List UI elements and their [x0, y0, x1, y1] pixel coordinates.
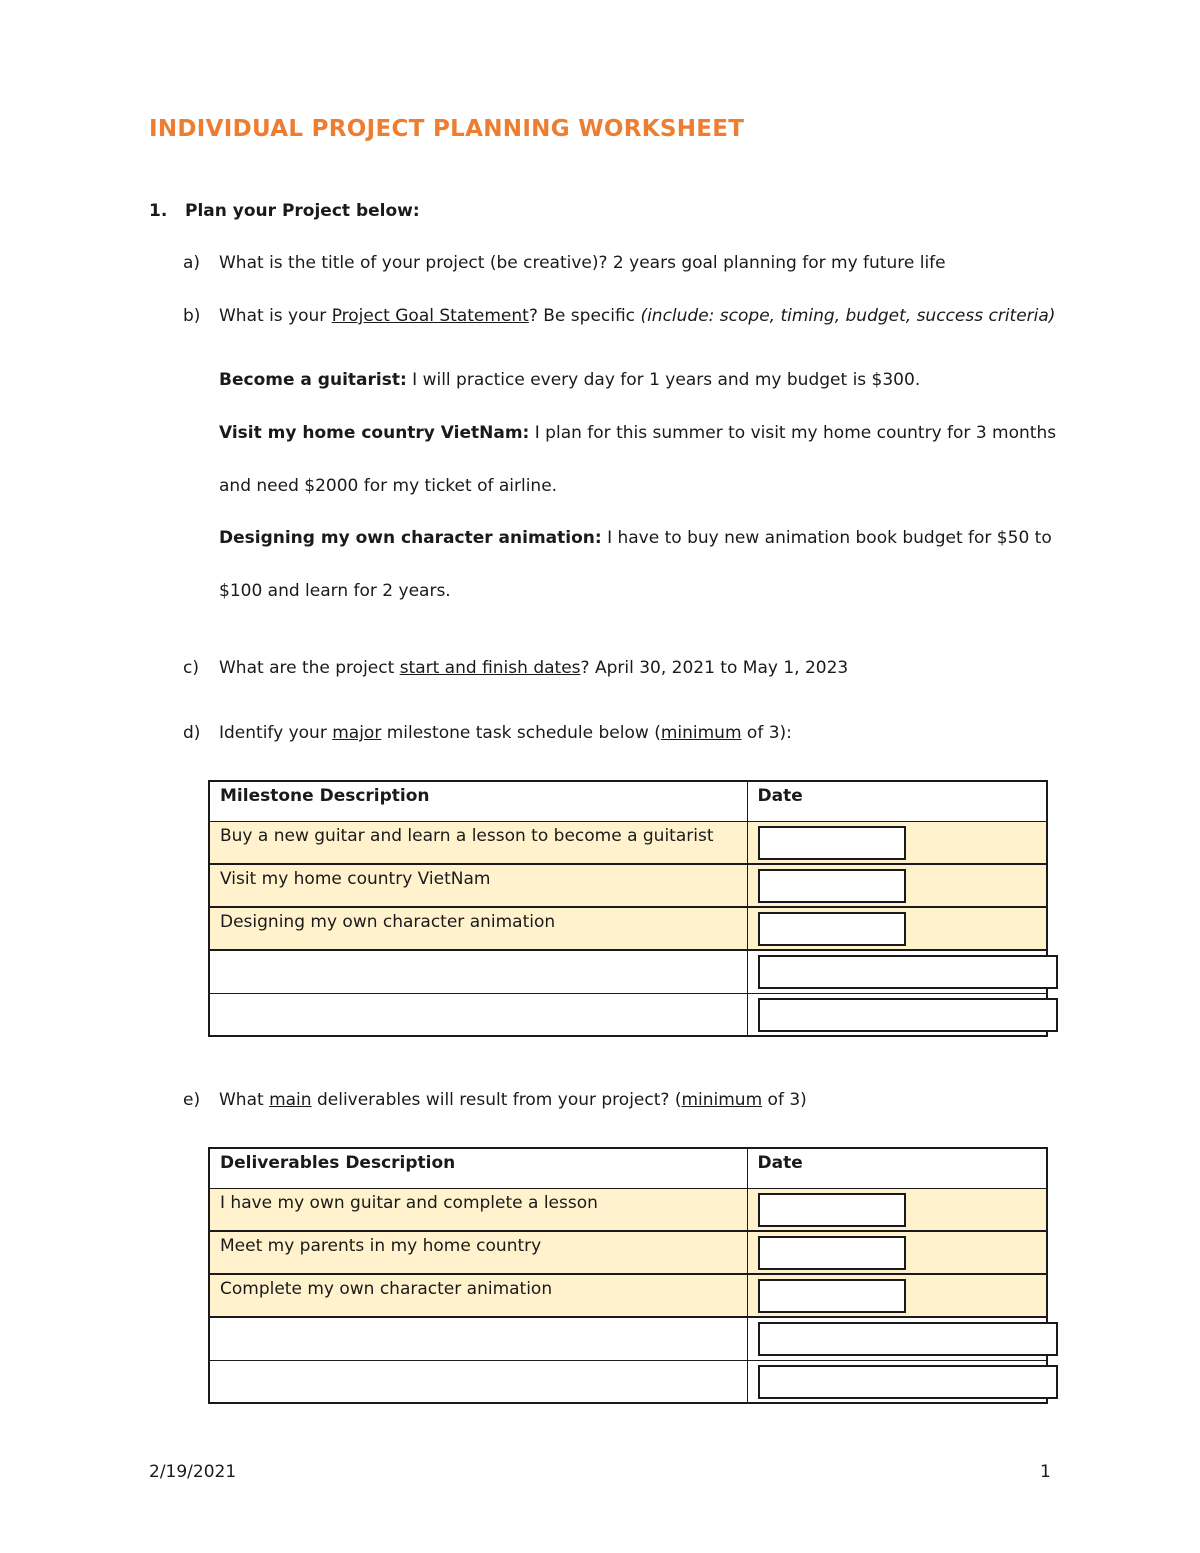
question-c-label: c) — [183, 658, 199, 678]
question-e-main: main — [269, 1090, 312, 1110]
question-e-pre: What — [219, 1090, 270, 1110]
date-input[interactable] — [758, 826, 906, 860]
question-c-pre: What are the project — [219, 658, 400, 678]
question-d-post: of 3): — [741, 723, 792, 743]
goal-3-text: I have to buy new animation book budget for $50 to — [601, 528, 1052, 548]
deliverables-col-date: Date — [747, 1148, 1047, 1188]
milestone-date-cell — [747, 950, 1047, 993]
deliverables-col-description: Deliverables Description — [209, 1148, 747, 1188]
section-1-heading — [149, 200, 420, 222]
deliverable-description: Complete my own character animation — [209, 1274, 747, 1317]
deliverable-description-empty[interactable] — [209, 1317, 747, 1360]
footer-date: 2/19/2021 — [149, 1462, 237, 1482]
question-b-label: b) — [183, 306, 201, 326]
question-a-answer: 2 years goal planning for my future life — [607, 253, 946, 273]
section-label: Plan your Project below: — [185, 201, 420, 221]
milestone-col-date: Date — [747, 781, 1047, 821]
date-input[interactable] — [758, 955, 1058, 989]
date-input[interactable] — [758, 912, 906, 946]
table-row — [209, 907, 1047, 950]
milestone-table-header — [209, 781, 1047, 821]
table-row — [209, 950, 1047, 993]
table-row — [209, 1188, 1047, 1231]
question-e-post: of 3) — [762, 1090, 807, 1110]
deliverable-date-cell — [747, 1188, 1047, 1231]
question-a-label: a) — [183, 253, 201, 273]
goal-3 — [219, 527, 1052, 549]
goal-1-heading: Become a guitarist: — [219, 370, 407, 390]
goal-2-text: I plan for this summer to visit my home country for 3 months — [529, 423, 1057, 443]
table-row — [209, 1231, 1047, 1274]
deliverable-date-cell — [747, 1317, 1047, 1360]
question-b-pre: What is your — [219, 306, 332, 326]
question-c — [183, 657, 848, 679]
table-row — [209, 1317, 1047, 1360]
date-input[interactable] — [758, 1365, 1058, 1399]
milestone-date-cell — [747, 993, 1047, 1036]
deliverable-description: Meet my parents in my home country — [209, 1231, 747, 1274]
milestone-date-cell — [747, 907, 1047, 950]
goal-3-continued: $100 and learn for 2 years. — [219, 581, 451, 601]
goal-2 — [219, 422, 1056, 444]
page-number: 1 — [1040, 1462, 1051, 1482]
question-a-text: What is the title of your project (be creative)? — [219, 253, 608, 273]
milestone-date-cell — [747, 864, 1047, 907]
deliverables-table-header — [209, 1148, 1047, 1188]
question-e — [183, 1089, 807, 1111]
question-e-minimum: minimum — [681, 1090, 763, 1110]
date-input[interactable] — [758, 1322, 1058, 1356]
table-row — [209, 1274, 1047, 1317]
section-number: 1. — [149, 201, 168, 221]
question-d-minimum: minimum — [660, 723, 742, 743]
question-b — [183, 305, 1055, 327]
question-b-italic: (include: scope, timing, budget, success criteria) — [640, 306, 1056, 326]
question-b-underlined: Project Goal Statement — [331, 306, 529, 326]
question-c-underlined: start and finish dates — [399, 658, 581, 678]
milestone-date-cell — [747, 821, 1047, 864]
date-input[interactable] — [758, 1193, 906, 1227]
goal-2-continued: and need $2000 for my ticket of airline. — [219, 476, 558, 496]
deliverable-description: I have my own guitar and complete a lesson — [209, 1188, 747, 1231]
table-row — [209, 993, 1047, 1036]
table-row — [209, 1360, 1047, 1403]
question-b-mid: ? Be specific — [528, 306, 641, 326]
table-row — [209, 864, 1047, 907]
date-input[interactable] — [758, 869, 906, 903]
goal-1 — [219, 369, 920, 391]
deliverable-date-cell — [747, 1274, 1047, 1317]
deliverable-date-cell — [747, 1231, 1047, 1274]
question-a — [183, 252, 946, 274]
question-e-mid: deliverables will result from your project? ( — [311, 1090, 682, 1110]
milestone-description: Buy a new guitar and learn a lesson to become a guitarist — [209, 821, 747, 864]
milestone-table — [208, 780, 1048, 1037]
milestone-description: Designing my own character animation — [209, 907, 747, 950]
question-d — [183, 722, 792, 744]
question-d-major: major — [332, 723, 382, 743]
question-c-post: ? April 30, 2021 to May 1, 2023 — [580, 658, 849, 678]
milestone-col-description: Milestone Description — [209, 781, 747, 821]
goal-3-heading: Designing my own character animation: — [219, 528, 602, 548]
date-input[interactable] — [758, 1236, 906, 1270]
date-input[interactable] — [758, 1279, 906, 1313]
question-d-label: d) — [183, 723, 201, 743]
question-d-mid: milestone task schedule below ( — [381, 723, 661, 743]
page-title: INDIVIDUAL PROJECT PLANNING WORKSHEET — [149, 116, 745, 142]
table-row — [209, 821, 1047, 864]
goal-1-text: I will practice every day for 1 years and my budget is $300. — [406, 370, 921, 390]
milestone-description-empty[interactable] — [209, 950, 747, 993]
goal-2-heading: Visit my home country VietNam: — [219, 423, 530, 443]
deliverable-description-empty[interactable] — [209, 1360, 747, 1403]
deliverable-date-cell — [747, 1360, 1047, 1403]
deliverables-table — [208, 1147, 1048, 1404]
date-input[interactable] — [758, 998, 1058, 1032]
question-e-label: e) — [183, 1090, 201, 1110]
milestone-description: Visit my home country VietNam — [209, 864, 747, 907]
question-d-pre: Identify your — [219, 723, 333, 743]
milestone-description-empty[interactable] — [209, 993, 747, 1036]
